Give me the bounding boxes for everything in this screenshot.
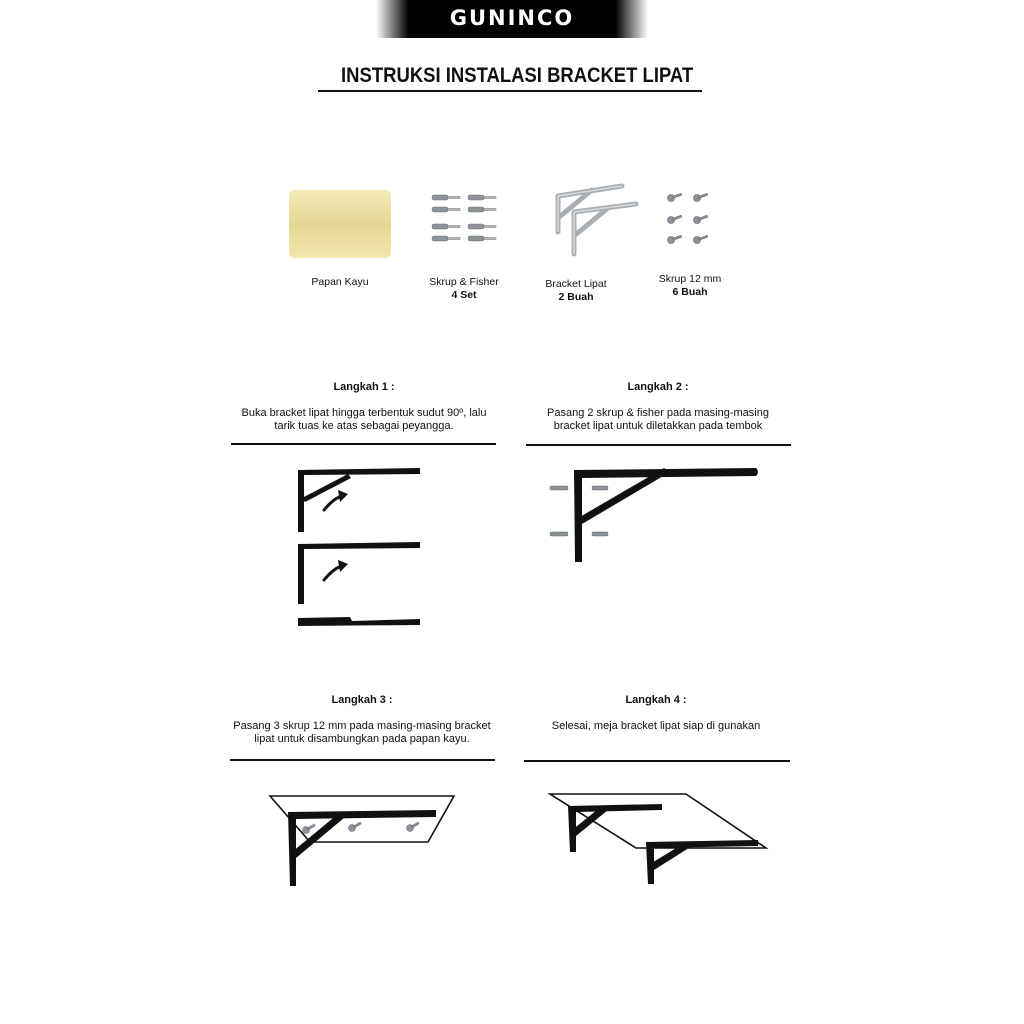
- screw-fisher-image: [430, 190, 500, 250]
- page-title: INSTRUKSI INSTALASI BRACKET LIPAT: [341, 64, 694, 87]
- part-screw-fisher: [414, 276, 514, 302]
- step-1-divider: [231, 443, 496, 445]
- title-underline: [318, 90, 702, 92]
- step-2-desc-line-2: bracket lipat untuk diletakkan pada tembok: [553, 420, 763, 432]
- part-quantity: 6 Buah: [672, 286, 708, 298]
- part-quantity: 4 Set: [451, 289, 477, 301]
- part-wood-board: [288, 276, 392, 289]
- brand-logo: GUNINCO: [449, 6, 575, 30]
- step-1-description: [226, 407, 502, 433]
- step-1-desc-line-1: Buka bracket lipat hingga terbentuk sudut 90º, lalu: [241, 407, 487, 419]
- step-3-description: [224, 720, 500, 746]
- part-name: Skrup 12 mm: [658, 273, 722, 285]
- part-quantity: 2 Buah: [558, 291, 594, 303]
- screw-12mm-image: [667, 194, 717, 250]
- part-folding-bracket: [526, 278, 626, 304]
- part-name: Bracket Lipat: [545, 278, 607, 290]
- step-1-desc-line-2: tarik tuas ke atas sebagai peyangga.: [274, 420, 454, 432]
- step-2-description: [520, 407, 796, 433]
- step-4-divider: [524, 760, 790, 762]
- part-screw-12mm: [640, 273, 740, 299]
- step-2-divider: [526, 444, 791, 446]
- step-4-label: Langkah 4 :: [625, 694, 687, 706]
- step-3-divider: [230, 759, 495, 761]
- brand-bar: [376, 0, 648, 38]
- step-4-description: [518, 720, 794, 733]
- step-1-label: Langkah 1 :: [333, 381, 395, 393]
- step-2-label: Langkah 2 :: [627, 381, 689, 393]
- part-name: Skrup & Fisher: [429, 276, 499, 288]
- step-2-illustration: [546, 462, 762, 566]
- step-1-illustration: [290, 462, 430, 632]
- step-4-illustration: [546, 790, 770, 886]
- step-3-label: Langkah 3 :: [331, 694, 393, 706]
- step-3-illustration: [268, 792, 458, 888]
- wood-board-image: [289, 190, 391, 258]
- step-4-desc-line-1: Selesai, meja bracket lipat siap di gunakan: [551, 720, 761, 732]
- step-2-desc-line-1: Pasang 2 skrup & fisher pada masing-masing: [547, 407, 769, 419]
- part-name: Papan Kayu: [311, 276, 369, 288]
- step-3-desc-line-2: lipat untuk disambungkan pada papan kayu.: [254, 733, 470, 745]
- step-3-desc-line-1: Pasang 3 skrup 12 mm pada masing-masing bracket: [233, 720, 491, 732]
- folding-bracket-image: [552, 184, 642, 264]
